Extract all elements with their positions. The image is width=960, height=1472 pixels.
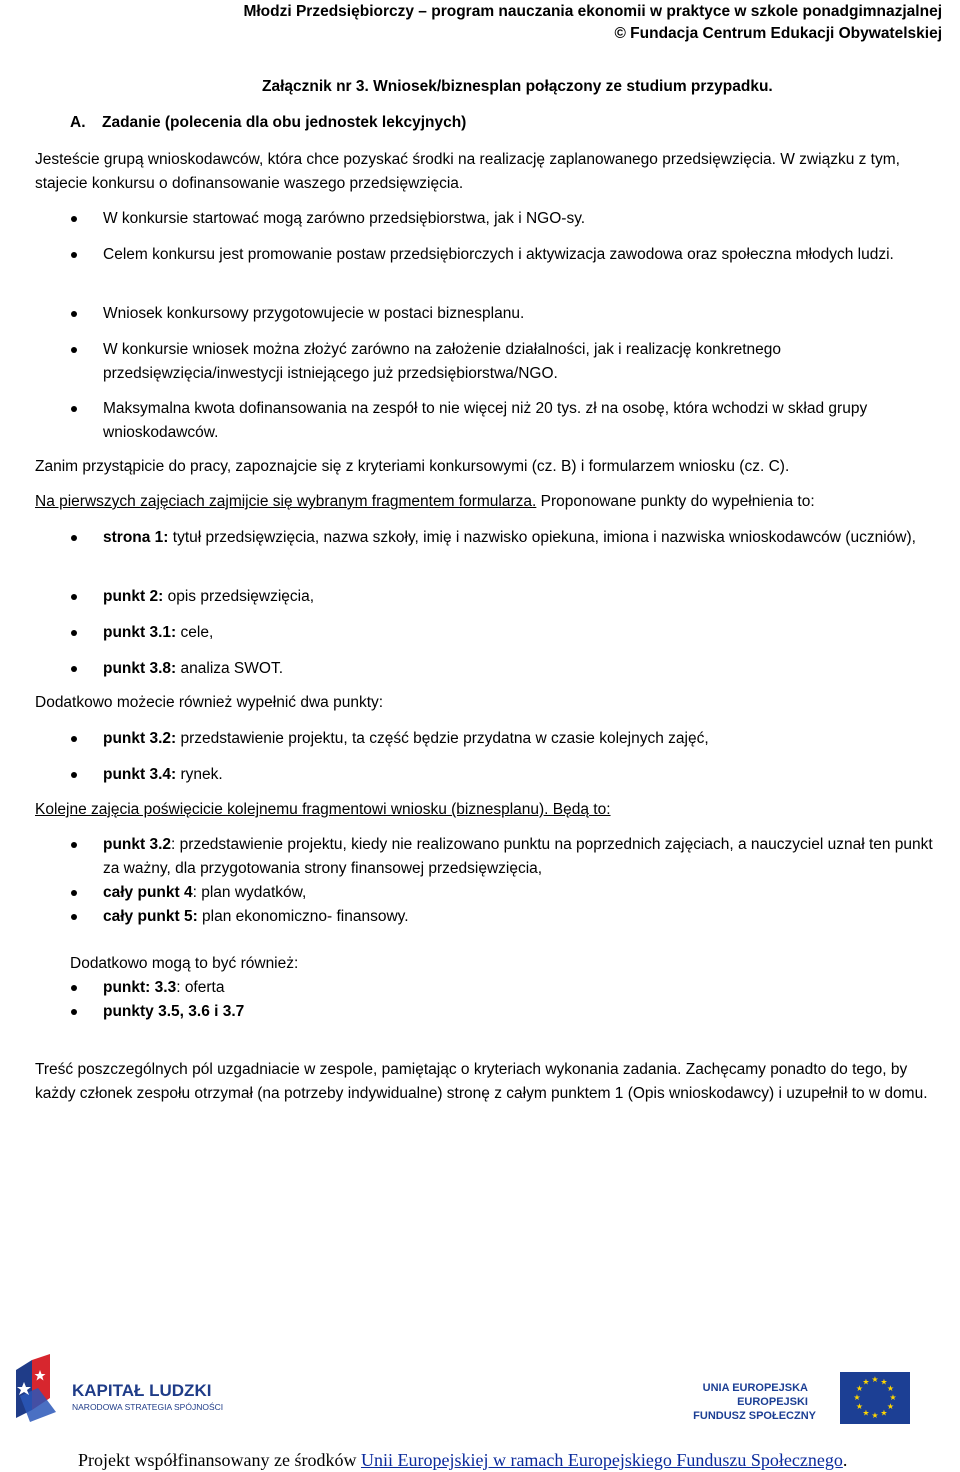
eu-flag-icon bbox=[688, 1370, 913, 1430]
point-label: punkty 3.5, 3.6 i 3.7 bbox=[103, 1003, 245, 1020]
first-lesson-text bbox=[35, 490, 930, 514]
point-item bbox=[103, 621, 933, 645]
point-text: przedstawienie projektu, ta część będzie przydatna w czasie kolejnych zajęć, bbox=[176, 730, 709, 747]
svg-text:★: ★ bbox=[880, 1377, 888, 1387]
first-lesson-underlined: Na pierwszych zajęciach zajmijcie się wybranym fragmentem formularza. bbox=[35, 493, 537, 510]
svg-text:★: ★ bbox=[862, 1408, 870, 1418]
footer-note bbox=[78, 1450, 847, 1471]
annex-title: Załącznik nr 3. Wniosek/biznesplan połączony ze studium przypadku. bbox=[262, 78, 773, 95]
point-item bbox=[103, 763, 933, 787]
ue-title-2: EUROPEJSKI bbox=[737, 1396, 808, 1408]
kapital-ludzki-emblem-icon bbox=[10, 1352, 260, 1427]
point-item bbox=[103, 976, 933, 1000]
footer-plain: Projekt współfinansowany ze środków bbox=[78, 1450, 361, 1470]
rule-item: Maksymalna kwota dofinansowania na zespół to nie więcej niż 20 tys. zł na osobę, która wchodzi w skład grupy wnioskodawców. bbox=[103, 397, 933, 445]
header-line-1: Młodzi Przedsiębiorczy – program nauczania ekonomii w praktyce w szkole ponadgimnazjalnej bbox=[243, 3, 942, 20]
point-text: : oferta bbox=[176, 979, 225, 996]
ue-title-3: FUNDUSZ SPOŁECZNY bbox=[693, 1410, 816, 1422]
closing-paragraph: Treść poszczególnych pól uzgadniacie w zespole, pamiętając o kryteriach wykonania zadania. Zachęcamy ponadto do tego, by każdy członek zespołu otrzymał (na potrzeby indywidualne) stronę z całym punktem 1 (Opis wnioskodawcy) i uzupełnił to w domu. bbox=[35, 1061, 928, 1102]
eu-efs-logo bbox=[688, 1370, 913, 1430]
next-lessons-text bbox=[35, 798, 930, 822]
first-lesson-rest: Proponowane punkty do wypełnienia to: bbox=[536, 493, 815, 510]
svg-text:★: ★ bbox=[871, 1375, 879, 1384]
kl-subtitle: NARODOWA STRATEGIA SPÓJNOŚCI bbox=[72, 1402, 224, 1412]
svg-text:★: ★ bbox=[862, 1377, 870, 1387]
additional-text-2: Dodatkowo mogą to być również: bbox=[70, 955, 299, 972]
point-item bbox=[103, 1000, 933, 1024]
point-label: strona 1: bbox=[103, 529, 169, 546]
point-label: cały punkt 4 bbox=[103, 884, 193, 901]
point-label: punkt 3.8: bbox=[103, 660, 177, 677]
point-text: : przedstawienie projektu, kiedy nie realizowano punktu na poprzednich zajęciach, a nauczyciel uznał ten punkt za ważny, dla przygotowania strony finansowej przedsięwzięcia, bbox=[103, 836, 933, 877]
kapital-ludzki-logo bbox=[10, 1352, 260, 1427]
task-number: A. bbox=[70, 114, 86, 131]
point-item bbox=[103, 833, 933, 881]
point-label: cały punkt 5: bbox=[103, 908, 198, 925]
point-text: : plan wydatków, bbox=[192, 884, 307, 901]
ue-title-1: UNIA EUROPEJSKA bbox=[702, 1382, 808, 1394]
task-heading bbox=[70, 114, 466, 132]
point-item bbox=[103, 727, 933, 751]
point-item bbox=[103, 905, 933, 929]
next-lessons-underlined: Kolejne zajęcia poświęcicie kolejnemu fragmentowi wniosku (biznesplanu). Będą to: bbox=[35, 801, 611, 818]
svg-text:★: ★ bbox=[889, 1393, 897, 1402]
svg-text:★: ★ bbox=[886, 1402, 895, 1411]
header-line-2: © Fundacja Centrum Edukacji Obywatelskiej bbox=[614, 25, 942, 42]
point-item bbox=[103, 881, 933, 905]
kl-title: KAPITAŁ LUDZKI bbox=[72, 1381, 212, 1400]
task-title: Zadanie (polecenia dla obu jednostek lekcyjnych) bbox=[102, 114, 467, 131]
point-label: punkt 3.2: bbox=[103, 730, 177, 747]
footer-end: . bbox=[842, 1450, 848, 1470]
point-label: punkt 3.4: bbox=[103, 766, 177, 783]
rule-item: W konkursie startować mogą zarówno przedsiębiorstwa, jak i NGO-sy. bbox=[103, 207, 933, 231]
point-text: tytuł przedsięwzięcia, nazwa szkoły, imię i nazwisko opiekuna, imiona i nazwiska wnioskodawców (uczniów), bbox=[168, 529, 916, 546]
point-item bbox=[103, 657, 933, 681]
svg-text:★: ★ bbox=[886, 1384, 895, 1393]
intro-paragraph: Jesteście grupą wnioskodawców, która chce pozyskać środki na realizację zaplanowanego przedsięwzięcia. W związku z tym, stajecie konkursu o dofinansowanie waszego przedsięwzięcia. bbox=[35, 151, 900, 192]
rule-item: Celem konkursu jest promowanie postaw przedsiębiorczych i aktywizacja zawodowa oraz społeczna młodych ludzi. bbox=[103, 243, 933, 267]
rule-item: Wniosek konkursowy przygotowujecie w postaci biznesplanu. bbox=[103, 302, 933, 326]
point-item bbox=[103, 585, 933, 609]
svg-text:★: ★ bbox=[853, 1393, 861, 1402]
point-text: plan ekonomiczno- finansowy. bbox=[197, 908, 409, 925]
before-work-text: Zanim przystąpicie do pracy, zapoznajcie się z kryteriami konkursowymi (cz. B) i formularzem wniosku (cz. C). bbox=[35, 458, 790, 475]
point-item bbox=[103, 526, 933, 550]
svg-text:★: ★ bbox=[855, 1384, 864, 1393]
footer-link[interactable]: Unii Europejskiej w ramach Europejskiego Funduszu Społecznego bbox=[360, 1450, 843, 1470]
svg-text:★: ★ bbox=[855, 1402, 864, 1411]
point-label: punkt 3.2 bbox=[103, 836, 172, 853]
rule-item: W konkursie wniosek można złożyć zarówno na założenie działalności, jak i realizację konkretnego przedsięwzięcia/inwestycji istniejącego już przedsiębiorstwa/NGO. bbox=[103, 338, 933, 386]
point-text: cele, bbox=[176, 624, 214, 641]
point-label: punkt: 3.3 bbox=[103, 979, 177, 996]
svg-text:★: ★ bbox=[880, 1408, 888, 1418]
point-text: analiza SWOT. bbox=[176, 660, 284, 677]
svg-text:★: ★ bbox=[871, 1411, 879, 1420]
point-text: opis przedsięwzięcia, bbox=[163, 588, 315, 605]
point-label: punkt 2: bbox=[103, 588, 164, 605]
point-text: rynek. bbox=[176, 766, 223, 783]
point-label: punkt 3.1: bbox=[103, 624, 177, 641]
additional-text-1: Dodatkowo możecie również wypełnić dwa punkty: bbox=[35, 694, 384, 711]
